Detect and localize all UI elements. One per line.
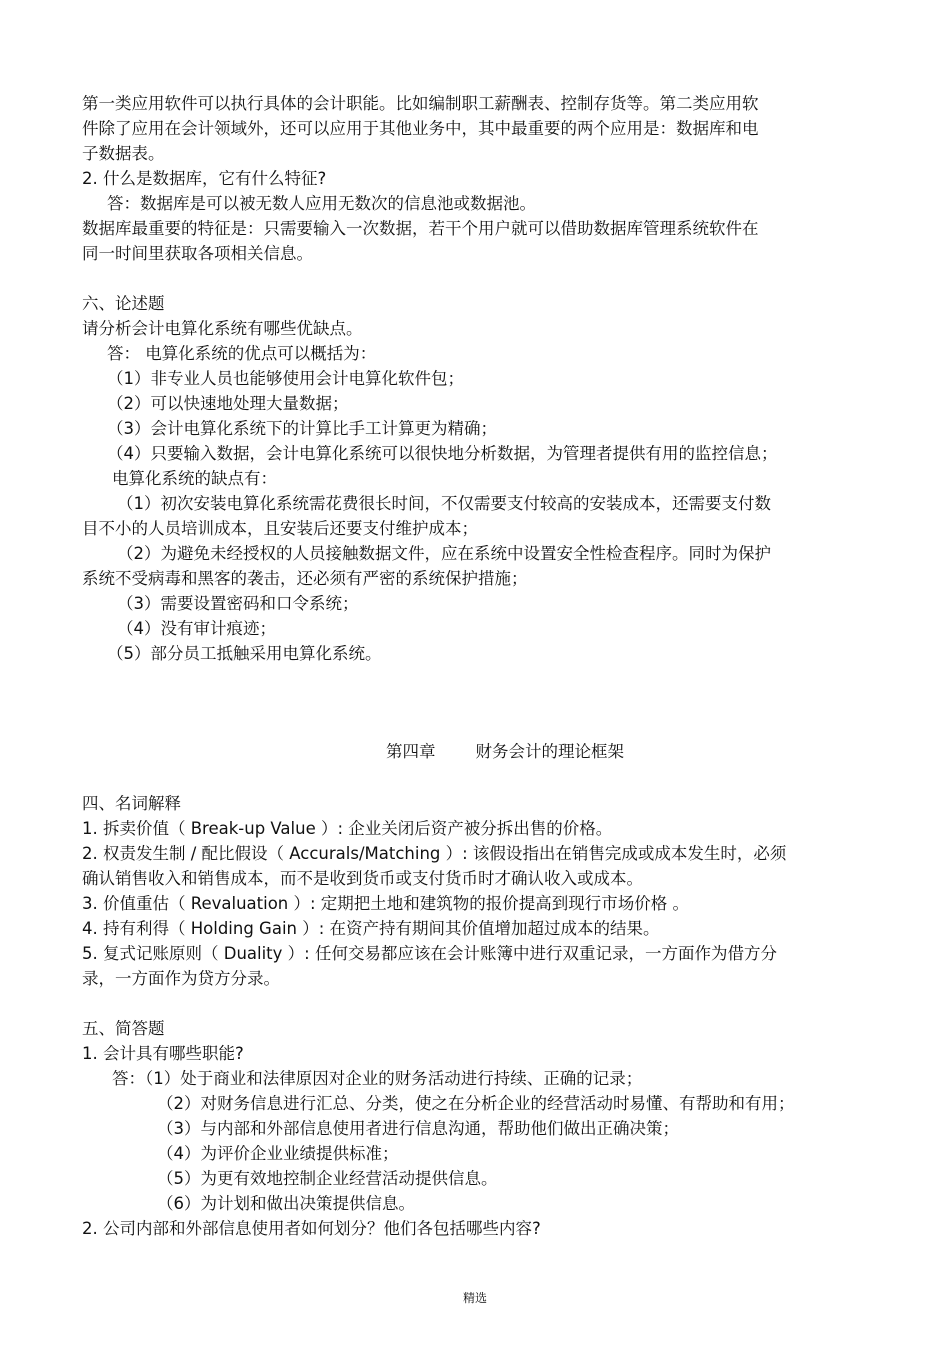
list-item: （2）对财务信息进行汇总、分类，使之在分析企业的经营活动时易懂、有帮助和有用； xyxy=(157,1094,795,1113)
answer-line: 答：数据库是可以被无数人应用无数次的信息池或数据池。 xyxy=(107,194,536,213)
definition-line: 4. 持有利得（ Holding Gain ）: 在资产持有期间其价值增加超过成本的结果。 xyxy=(82,919,660,938)
list-item-continuation: 目不小的人员培训成本，且安装后还要支付维护成本； xyxy=(82,519,478,538)
definition-line: 确认销售收入和销售成本，而不是收到货币或支付货币时才确认收入或成本。 xyxy=(82,869,643,888)
list-item: （1）非专业人员也能够使用会计电算化软件包； xyxy=(107,369,464,388)
section-heading: 五、简答题 xyxy=(82,1019,165,1038)
page-footer: 精选 xyxy=(462,1291,487,1305)
definition-line: 3. 价值重估（ Revaluation ）: 定期把土地和建筑物的报价提高到现行市场价格 。 xyxy=(82,894,690,913)
list-item: （2）为避免未经授权的人员接触数据文件，应在系统中设置安全性检查程序。同时为保护 xyxy=(117,544,771,563)
definition-line: 1. 拆卖价值（ Break-up Value ）: 企业关闭后资产被分拆出售的价格。 xyxy=(82,819,613,838)
question-line: 请分析会计电算化系统有哪些优缺点。 xyxy=(82,319,363,338)
list-item: （3）需要设置密码和口令系统； xyxy=(117,594,359,613)
definition-line: 2. 权责发生制 / 配比假设（ Accurals/Matching ）: 该假设指出在销售完成或成本发生时，必须 xyxy=(82,844,787,863)
question-line: 2. 什么是数据库，它有什么特征? xyxy=(82,169,327,188)
list-item: （3）会计电算化系统下的计算比手工计算更为精确； xyxy=(107,419,497,438)
list-item: （1）初次安装电算化系统需花费很长时间，不仅需要支付较高的安装成本，还需要支付数 xyxy=(117,494,771,513)
list-item: （5）为更有效地控制企业经营活动提供信息。 xyxy=(157,1169,498,1188)
answer-line: 答：（1）处于商业和法律原因对企业的财务活动进行持续、正确的记录； xyxy=(112,1069,643,1088)
paragraph-line: 件除了应用在会计领域外，还可以应用于其他业务中，其中最重要的两个应用是：数据库和电 xyxy=(82,119,759,138)
question-line: 1. 会计具有哪些职能? xyxy=(82,1044,244,1063)
chapter-name: 财务会计的理论框架 xyxy=(475,742,624,761)
paragraph-line: 子数据表。 xyxy=(82,144,165,163)
list-item: （3）与内部和外部信息使用者进行信息沟通，帮助他们做出正确决策； xyxy=(157,1119,679,1138)
paragraph-line: 数据库最重要的特征是：只需要输入一次数据，若干个用户就可以借助数据库管理系统软件在 xyxy=(82,219,759,238)
definition-line: 5. 复式记账原则（ Duality ）: 任何交易都应该在会计账簿中进行双重记录，一方面作为借方分 xyxy=(82,944,777,963)
question-line: 2. 公司内部和外部信息使用者如何划分？他们各包括哪些内容? xyxy=(82,1219,541,1238)
section-heading: 四、名词解释 xyxy=(82,794,181,813)
paragraph-line: 电算化系统的缺点有： xyxy=(112,469,277,488)
chapter-number: 第四章 xyxy=(386,742,436,761)
list-item: （4）没有审计痕迹； xyxy=(117,619,276,638)
list-item: （4）为评价企业业绩提供标准； xyxy=(157,1144,399,1163)
paragraph-line: 第一类应用软件可以执行具体的会计职能。比如编制职工薪酬表、控制存货等。第二类应用软 xyxy=(82,94,759,113)
definition-line: 录，一方面作为贷方分录。 xyxy=(82,969,280,988)
list-item: （2）可以快速地处理大量数据； xyxy=(107,394,349,413)
list-item: （5）部分员工抵触采用电算化系统。 xyxy=(107,644,382,663)
list-item: （6）为计划和做出决策提供信息。 xyxy=(157,1194,415,1213)
answer-line: 答： 电算化系统的优点可以概括为： xyxy=(107,344,377,363)
list-item: （4）只要输入数据，会计电算化系统可以很快地分析数据，为管理者提供有用的监控信息； xyxy=(107,444,778,463)
paragraph-line: 同一时间里获取各项相关信息。 xyxy=(82,244,313,263)
chapter-title xyxy=(82,741,928,763)
list-item-continuation: 系统不受病毒和黑客的袭击，还必须有严密的系统保护措施； xyxy=(82,569,528,588)
section-heading: 六、论述题 xyxy=(82,294,165,313)
